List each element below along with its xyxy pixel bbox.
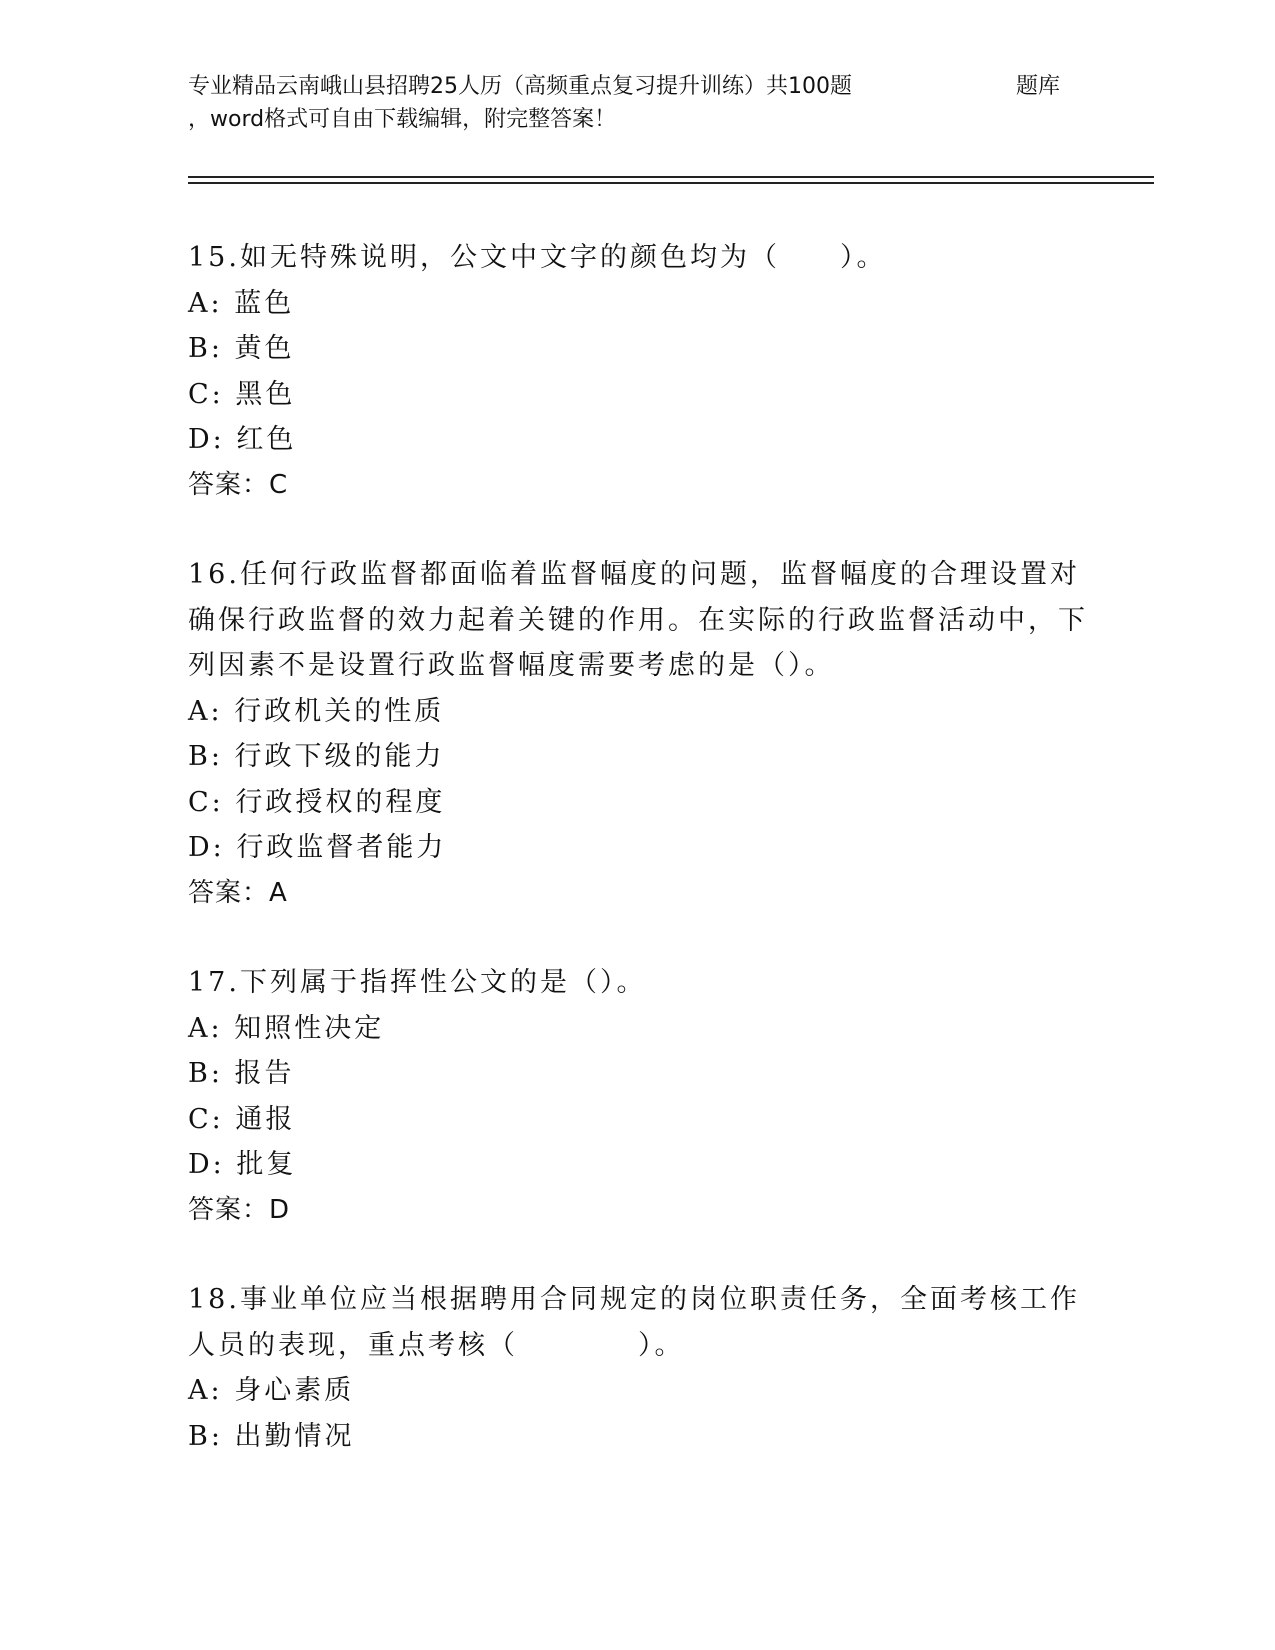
answer: [188, 1188, 1088, 1234]
question-number: 18.: [188, 1284, 240, 1315]
option-letter: C:: [188, 786, 224, 818]
option-d: [188, 1142, 1088, 1188]
option-text: 黑色: [235, 378, 296, 410]
option-a: [188, 1368, 1088, 1414]
option-text: 蓝色: [234, 287, 295, 319]
document-header: [188, 70, 1088, 136]
option-text: 黄色: [234, 333, 295, 364]
question-number: 16.: [188, 559, 240, 590]
option-d: [188, 825, 1088, 871]
option-letter: D:: [188, 1149, 225, 1180]
question-text: 下列属于指挥性公文的是（）。: [239, 967, 647, 998]
option-b: [188, 1414, 1088, 1460]
option-c: [188, 780, 1088, 826]
question-number: 15.: [188, 242, 240, 273]
answer-label: 答案：: [188, 877, 270, 908]
question-text: 事业单位应当根据聘用合同规定的岗位职责任务，全面考核工作人员的表现，重点考核（ ）。: [188, 1284, 1080, 1361]
option-c: [188, 372, 1088, 418]
option-text: 通报: [235, 1103, 296, 1135]
option-text: 行政监督者能力: [236, 832, 447, 863]
option-a: [188, 281, 1088, 327]
option-text: 知照性决定: [234, 1012, 385, 1044]
question-17: [188, 960, 1088, 1233]
header-line-1: [188, 70, 1088, 103]
option-text: 行政机关的性质: [234, 695, 445, 727]
question-16: [188, 552, 1088, 916]
question-15: [188, 235, 1088, 508]
option-c: [188, 1097, 1088, 1143]
option-letter: B:: [188, 741, 223, 772]
header-rule-top: [188, 176, 1154, 178]
option-letter: C:: [188, 378, 224, 410]
answer: [188, 463, 1088, 509]
answer: [188, 871, 1088, 917]
option-text: 出勤情况: [234, 1420, 355, 1452]
option-letter: A:: [188, 1012, 223, 1044]
option-letter: D:: [188, 832, 225, 863]
option-text: 行政授权的程度: [235, 786, 446, 818]
question-stem: [188, 552, 1088, 689]
option-letter: B:: [188, 1058, 223, 1089]
option-text: 身心素质: [234, 1375, 355, 1406]
question-stem: [188, 1277, 1088, 1368]
question-stem: [188, 235, 1088, 281]
option-letter: B:: [188, 333, 223, 364]
question-number: 17.: [188, 967, 240, 998]
option-d: [188, 417, 1088, 463]
option-text: 红色: [236, 424, 297, 455]
question-text: 任何行政监督都面临着监督幅度的问题，监督幅度的合理设置对确保行政监督的效力起着关键的作用。在实际的行政监督活动中，下列因素不是设置行政监督幅度需要考虑的是（）。: [188, 559, 1088, 681]
header-rule-bottom: [188, 182, 1154, 184]
answer-label: 答案：: [188, 469, 270, 500]
question-text: 如无特殊说明，公文中文字的颜色均为（ ）。: [239, 242, 887, 273]
option-letter: A:: [188, 695, 223, 727]
answer-value: A: [269, 877, 288, 908]
answer-value: D: [269, 1194, 291, 1225]
option-text: 批复: [236, 1149, 297, 1180]
option-a: [188, 689, 1088, 735]
option-letter: C:: [188, 1103, 224, 1135]
question-list: [188, 235, 1088, 1503]
answer-value: C: [269, 469, 289, 500]
option-b: [188, 326, 1088, 372]
option-letter: A:: [188, 287, 223, 319]
option-letter: D:: [188, 424, 225, 455]
header-subtitle: ，word格式可自由下载编辑，附完整答案！: [188, 107, 617, 132]
option-letter: B:: [188, 1420, 223, 1452]
option-text: 行政下级的能力: [234, 741, 445, 772]
option-text: 报告: [234, 1058, 295, 1089]
header-title: 专业精品云南峨山县招聘25人历（高频重点复习提升训练）共100题: [188, 74, 852, 99]
answer-label: 答案：: [188, 1194, 270, 1225]
header-tag: 题库: [1016, 74, 1061, 99]
option-b: [188, 734, 1088, 780]
option-a: [188, 1006, 1088, 1052]
option-letter: A:: [188, 1375, 223, 1406]
question-stem: [188, 960, 1088, 1006]
question-18: [188, 1277, 1088, 1459]
option-b: [188, 1051, 1088, 1097]
